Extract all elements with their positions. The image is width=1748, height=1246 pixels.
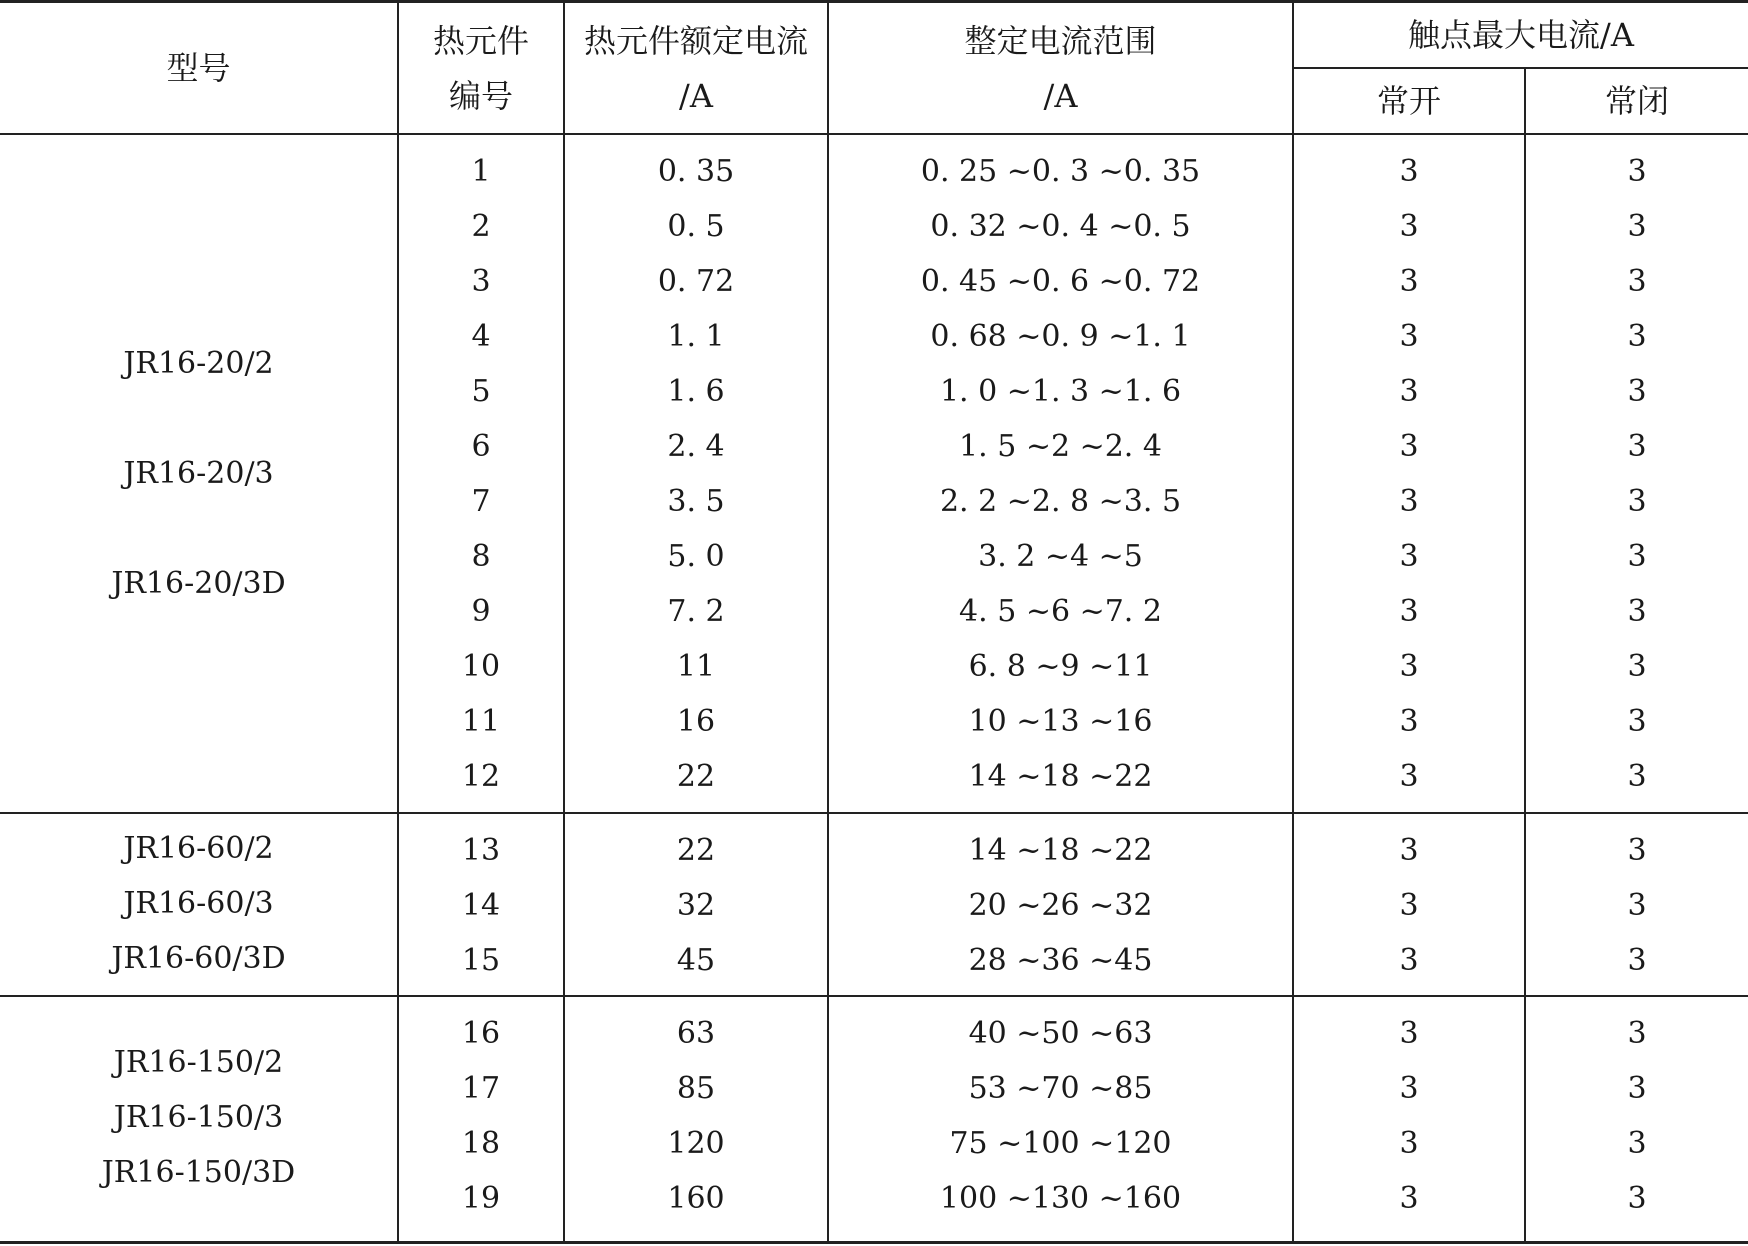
header-setting-range-line2: /A <box>1043 76 1078 115</box>
cell-element-no: 11 <box>461 703 501 739</box>
cell-normally-closed: 3 <box>1627 538 1647 574</box>
header-setting-range <box>829 3 1292 133</box>
cell-rated-current: 0. 72 <box>657 263 735 299</box>
cell-normally-open: 3 <box>1399 1070 1419 1106</box>
cell-element-no: 15 <box>461 942 501 978</box>
cell-normally-closed: 3 <box>1627 153 1647 189</box>
cell-element-no: 3 <box>471 263 491 299</box>
header-rated-current <box>565 3 827 133</box>
cell-normally-open: 3 <box>1399 1180 1419 1216</box>
cell-normally-open: 3 <box>1399 538 1419 574</box>
cell-setting-range: 0. 25 ~0. 3 ~0. 35 <box>920 153 1201 189</box>
cell-normally-closed: 3 <box>1627 758 1647 794</box>
cell-rated-current: 32 <box>676 887 716 923</box>
cell-normally-open: 3 <box>1399 648 1419 684</box>
cell-setting-range: 0. 68 ~0. 9 ~1. 1 <box>930 318 1191 354</box>
cell-normally-open: 3 <box>1399 758 1419 794</box>
cell-normally-closed: 3 <box>1627 887 1647 923</box>
cell-setting-range: 40 ~50 ~63 <box>968 1015 1153 1051</box>
cell-normally-open: 3 <box>1399 483 1419 519</box>
header-model-label: 型号 <box>166 49 231 87</box>
cell-normally-closed: 3 <box>1627 1070 1647 1106</box>
model-name: JR16-150/2 <box>113 1045 284 1080</box>
cell-normally-open: 3 <box>1399 703 1419 739</box>
header-element-no <box>399 3 563 133</box>
cell-setting-range: 4. 5 ~6 ~7. 2 <box>959 593 1162 629</box>
model-name: JR16-60/3D <box>111 940 286 976</box>
cell-normally-closed: 3 <box>1627 1180 1647 1216</box>
cell-rated-current: 22 <box>676 832 716 868</box>
cell-normally-closed: 3 <box>1627 263 1647 299</box>
model-group <box>0 812 397 995</box>
header-normally-open-label: 常开 <box>1376 82 1441 120</box>
cell-rated-current: 45 <box>676 942 716 978</box>
cell-setting-range: 3. 2 ~4 ~5 <box>978 538 1143 574</box>
cell-rated-current: 120 <box>667 1125 725 1161</box>
cell-element-no: 19 <box>461 1180 501 1216</box>
cell-setting-range: 1. 0 ~1. 3 ~1. 6 <box>939 373 1182 409</box>
cell-normally-open: 3 <box>1399 593 1419 629</box>
cell-setting-range: 53 ~70 ~85 <box>968 1070 1153 1106</box>
header-normally-closed <box>1526 69 1748 133</box>
header-normally-open <box>1294 69 1524 133</box>
cell-normally-open: 3 <box>1399 832 1419 868</box>
cell-element-no: 9 <box>471 593 491 629</box>
cell-setting-range: 20 ~26 ~32 <box>968 887 1153 923</box>
cell-normally-closed: 3 <box>1627 1125 1647 1161</box>
cell-element-no: 7 <box>471 483 491 519</box>
cell-element-no: 14 <box>461 887 501 923</box>
cell-normally-open: 3 <box>1399 887 1419 923</box>
header-rated-current-line1: 热元件额定电流 <box>583 21 808 60</box>
cell-normally-open: 3 <box>1399 263 1419 299</box>
cell-normally-closed: 3 <box>1627 373 1647 409</box>
header-element-no-line1: 热元件 <box>432 21 529 60</box>
model-name: JR16-60/2 <box>123 830 274 866</box>
cell-setting-range: 0. 45 ~0. 6 ~0. 72 <box>920 263 1201 299</box>
model-group <box>0 995 397 1241</box>
cell-normally-closed: 3 <box>1627 318 1647 354</box>
cell-normally-closed: 3 <box>1627 942 1647 978</box>
cell-setting-range: 1. 5 ~2 ~2. 4 <box>959 428 1162 464</box>
cell-element-no: 17 <box>461 1070 501 1106</box>
cell-rated-current: 2. 4 <box>667 428 725 464</box>
cell-setting-range: 75 ~100 ~120 <box>949 1125 1172 1161</box>
cell-element-no: 13 <box>461 832 501 868</box>
cell-element-no: 18 <box>461 1125 501 1161</box>
model-name: JR16-60/3 <box>123 885 274 921</box>
cell-setting-range: 28 ~36 ~45 <box>968 942 1153 978</box>
table-bottom-rule <box>0 1241 1748 1244</box>
cell-element-no: 6 <box>471 428 491 464</box>
cell-setting-range: 14 ~18 ~22 <box>968 758 1153 794</box>
cell-element-no: 10 <box>461 648 501 684</box>
model-name: JR16-20/3 <box>123 455 274 491</box>
cell-normally-open: 3 <box>1399 208 1419 244</box>
cell-element-no: 4 <box>471 318 491 354</box>
header-contact-max <box>1294 3 1748 67</box>
model-name: JR16-150/3 <box>113 1100 284 1135</box>
cell-rated-current: 0. 35 <box>657 153 735 189</box>
cell-element-no: 5 <box>471 373 491 409</box>
cell-normally-open: 3 <box>1399 153 1419 189</box>
cell-rated-current: 85 <box>676 1070 716 1106</box>
cell-rated-current: 1. 6 <box>667 373 725 409</box>
cell-normally-open: 3 <box>1399 428 1419 464</box>
cell-rated-current: 0. 5 <box>667 208 725 244</box>
cell-rated-current: 3. 5 <box>667 483 725 519</box>
cell-rated-current: 1. 1 <box>667 318 725 354</box>
cell-normally-open: 3 <box>1399 1125 1419 1161</box>
model-group <box>0 135 397 812</box>
cell-normally-closed: 3 <box>1627 1015 1647 1051</box>
header-normally-closed-label: 常闭 <box>1604 82 1669 120</box>
cell-normally-closed: 3 <box>1627 648 1647 684</box>
header-model <box>0 3 397 133</box>
cell-rated-current: 22 <box>676 758 716 794</box>
cell-normally-closed: 3 <box>1627 428 1647 464</box>
cell-element-no: 2 <box>471 208 491 244</box>
cell-rated-current: 16 <box>676 703 716 739</box>
cell-setting-range: 2. 2 ~2. 8 ~3. 5 <box>939 483 1182 519</box>
model-name: JR16-20/2 <box>123 345 274 381</box>
model-name: JR16-20/3D <box>111 565 286 601</box>
cell-rated-current: 11 <box>676 648 716 684</box>
cell-element-no: 8 <box>471 538 491 574</box>
cell-normally-open: 3 <box>1399 942 1419 978</box>
header-element-no-line2: 编号 <box>448 76 513 115</box>
cell-normally-open: 3 <box>1399 1015 1419 1051</box>
cell-rated-current: 160 <box>667 1180 725 1216</box>
header-setting-range-line1: 整定电流范围 <box>964 21 1157 60</box>
cell-element-no: 1 <box>471 153 491 189</box>
cell-rated-current: 5. 0 <box>667 538 725 574</box>
cell-rated-current: 7. 2 <box>667 593 725 629</box>
cell-setting-range: 6. 8 ~9 ~11 <box>968 648 1153 684</box>
cell-normally-closed: 3 <box>1627 483 1647 519</box>
cell-setting-range: 0. 32 ~0. 4 ~0. 5 <box>930 208 1191 244</box>
cell-setting-range: 14 ~18 ~22 <box>968 832 1153 868</box>
cell-element-no: 16 <box>461 1015 501 1051</box>
header-contact-max-label: 触点最大电流/A <box>1408 16 1634 54</box>
cell-setting-range: 100 ~130 ~160 <box>939 1180 1182 1216</box>
cell-normally-open: 3 <box>1399 318 1419 354</box>
model-name: JR16-150/3D <box>101 1155 296 1190</box>
cell-normally-closed: 3 <box>1627 208 1647 244</box>
cell-normally-closed: 3 <box>1627 703 1647 739</box>
cell-normally-open: 3 <box>1399 373 1419 409</box>
header-rated-current-line2: /A <box>679 76 713 115</box>
cell-normally-closed: 3 <box>1627 593 1647 629</box>
cell-normally-closed: 3 <box>1627 832 1647 868</box>
cell-rated-current: 63 <box>676 1015 716 1051</box>
cell-element-no: 12 <box>461 758 501 794</box>
cell-setting-range: 10 ~13 ~16 <box>968 703 1153 739</box>
